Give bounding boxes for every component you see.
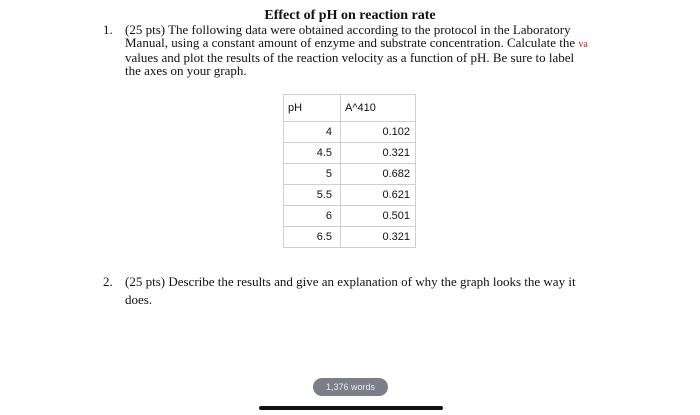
- home-indicator-bar[interactable]: [259, 406, 443, 410]
- va-annotation: va: [578, 39, 588, 50]
- table-header-row: [284, 95, 416, 122]
- cell-absorbance: 0.621: [341, 185, 416, 206]
- table-row: [284, 185, 416, 206]
- cell-ph: 6: [284, 206, 341, 227]
- cell-ph: 5.5: [284, 185, 341, 206]
- question-2-number: 2.: [103, 274, 113, 289]
- cell-ph: 4: [284, 122, 341, 143]
- cell-absorbance: 0.321: [341, 143, 416, 164]
- table-row: [284, 206, 416, 227]
- cell-ph: 4.5: [284, 143, 341, 164]
- cell-absorbance: 0.321: [341, 227, 416, 248]
- question-1-line-2-wrap: [125, 36, 623, 51]
- header-ph: pH: [284, 95, 341, 122]
- table-row: [284, 164, 416, 185]
- cell-absorbance: 0.501: [341, 206, 416, 227]
- question-1-line-2: Manual, using a constant amount of enzyme and substrate concentration. Calculate the: [125, 35, 576, 50]
- question-1-line-1: (25 pts) The following data were obtained according to the protocol in the Laboratory: [125, 22, 571, 37]
- question-1-number: 1.: [103, 22, 113, 37]
- question-1: [103, 23, 623, 77]
- table-row: [284, 143, 416, 164]
- cell-absorbance: 0.682: [341, 164, 416, 185]
- question-1-line-3: values and plot the results of the reaction velocity as a function of pH. Be sure to label: [125, 50, 575, 65]
- header-absorbance: A^410: [341, 95, 416, 122]
- question-2-line-1: (25 pts) Describe the results and give an explanation of why the graph looks the way it: [125, 274, 576, 289]
- question-2-line-2: does.: [125, 292, 153, 307]
- question-1-text: [125, 23, 623, 77]
- question-2-text: [125, 273, 623, 309]
- data-table: [283, 94, 416, 248]
- word-count-badge[interactable]: 1,376 words: [313, 378, 388, 396]
- question-2: [103, 273, 623, 309]
- table-row: [284, 227, 416, 248]
- question-1-line-4: the axes on your graph.: [125, 63, 247, 78]
- cell-absorbance: 0.102: [341, 122, 416, 143]
- cell-ph: 5: [284, 164, 341, 185]
- document-title: Effect of pH on reaction rate: [264, 8, 436, 23]
- table-row: [284, 122, 416, 143]
- cell-ph: 6.5: [284, 227, 341, 248]
